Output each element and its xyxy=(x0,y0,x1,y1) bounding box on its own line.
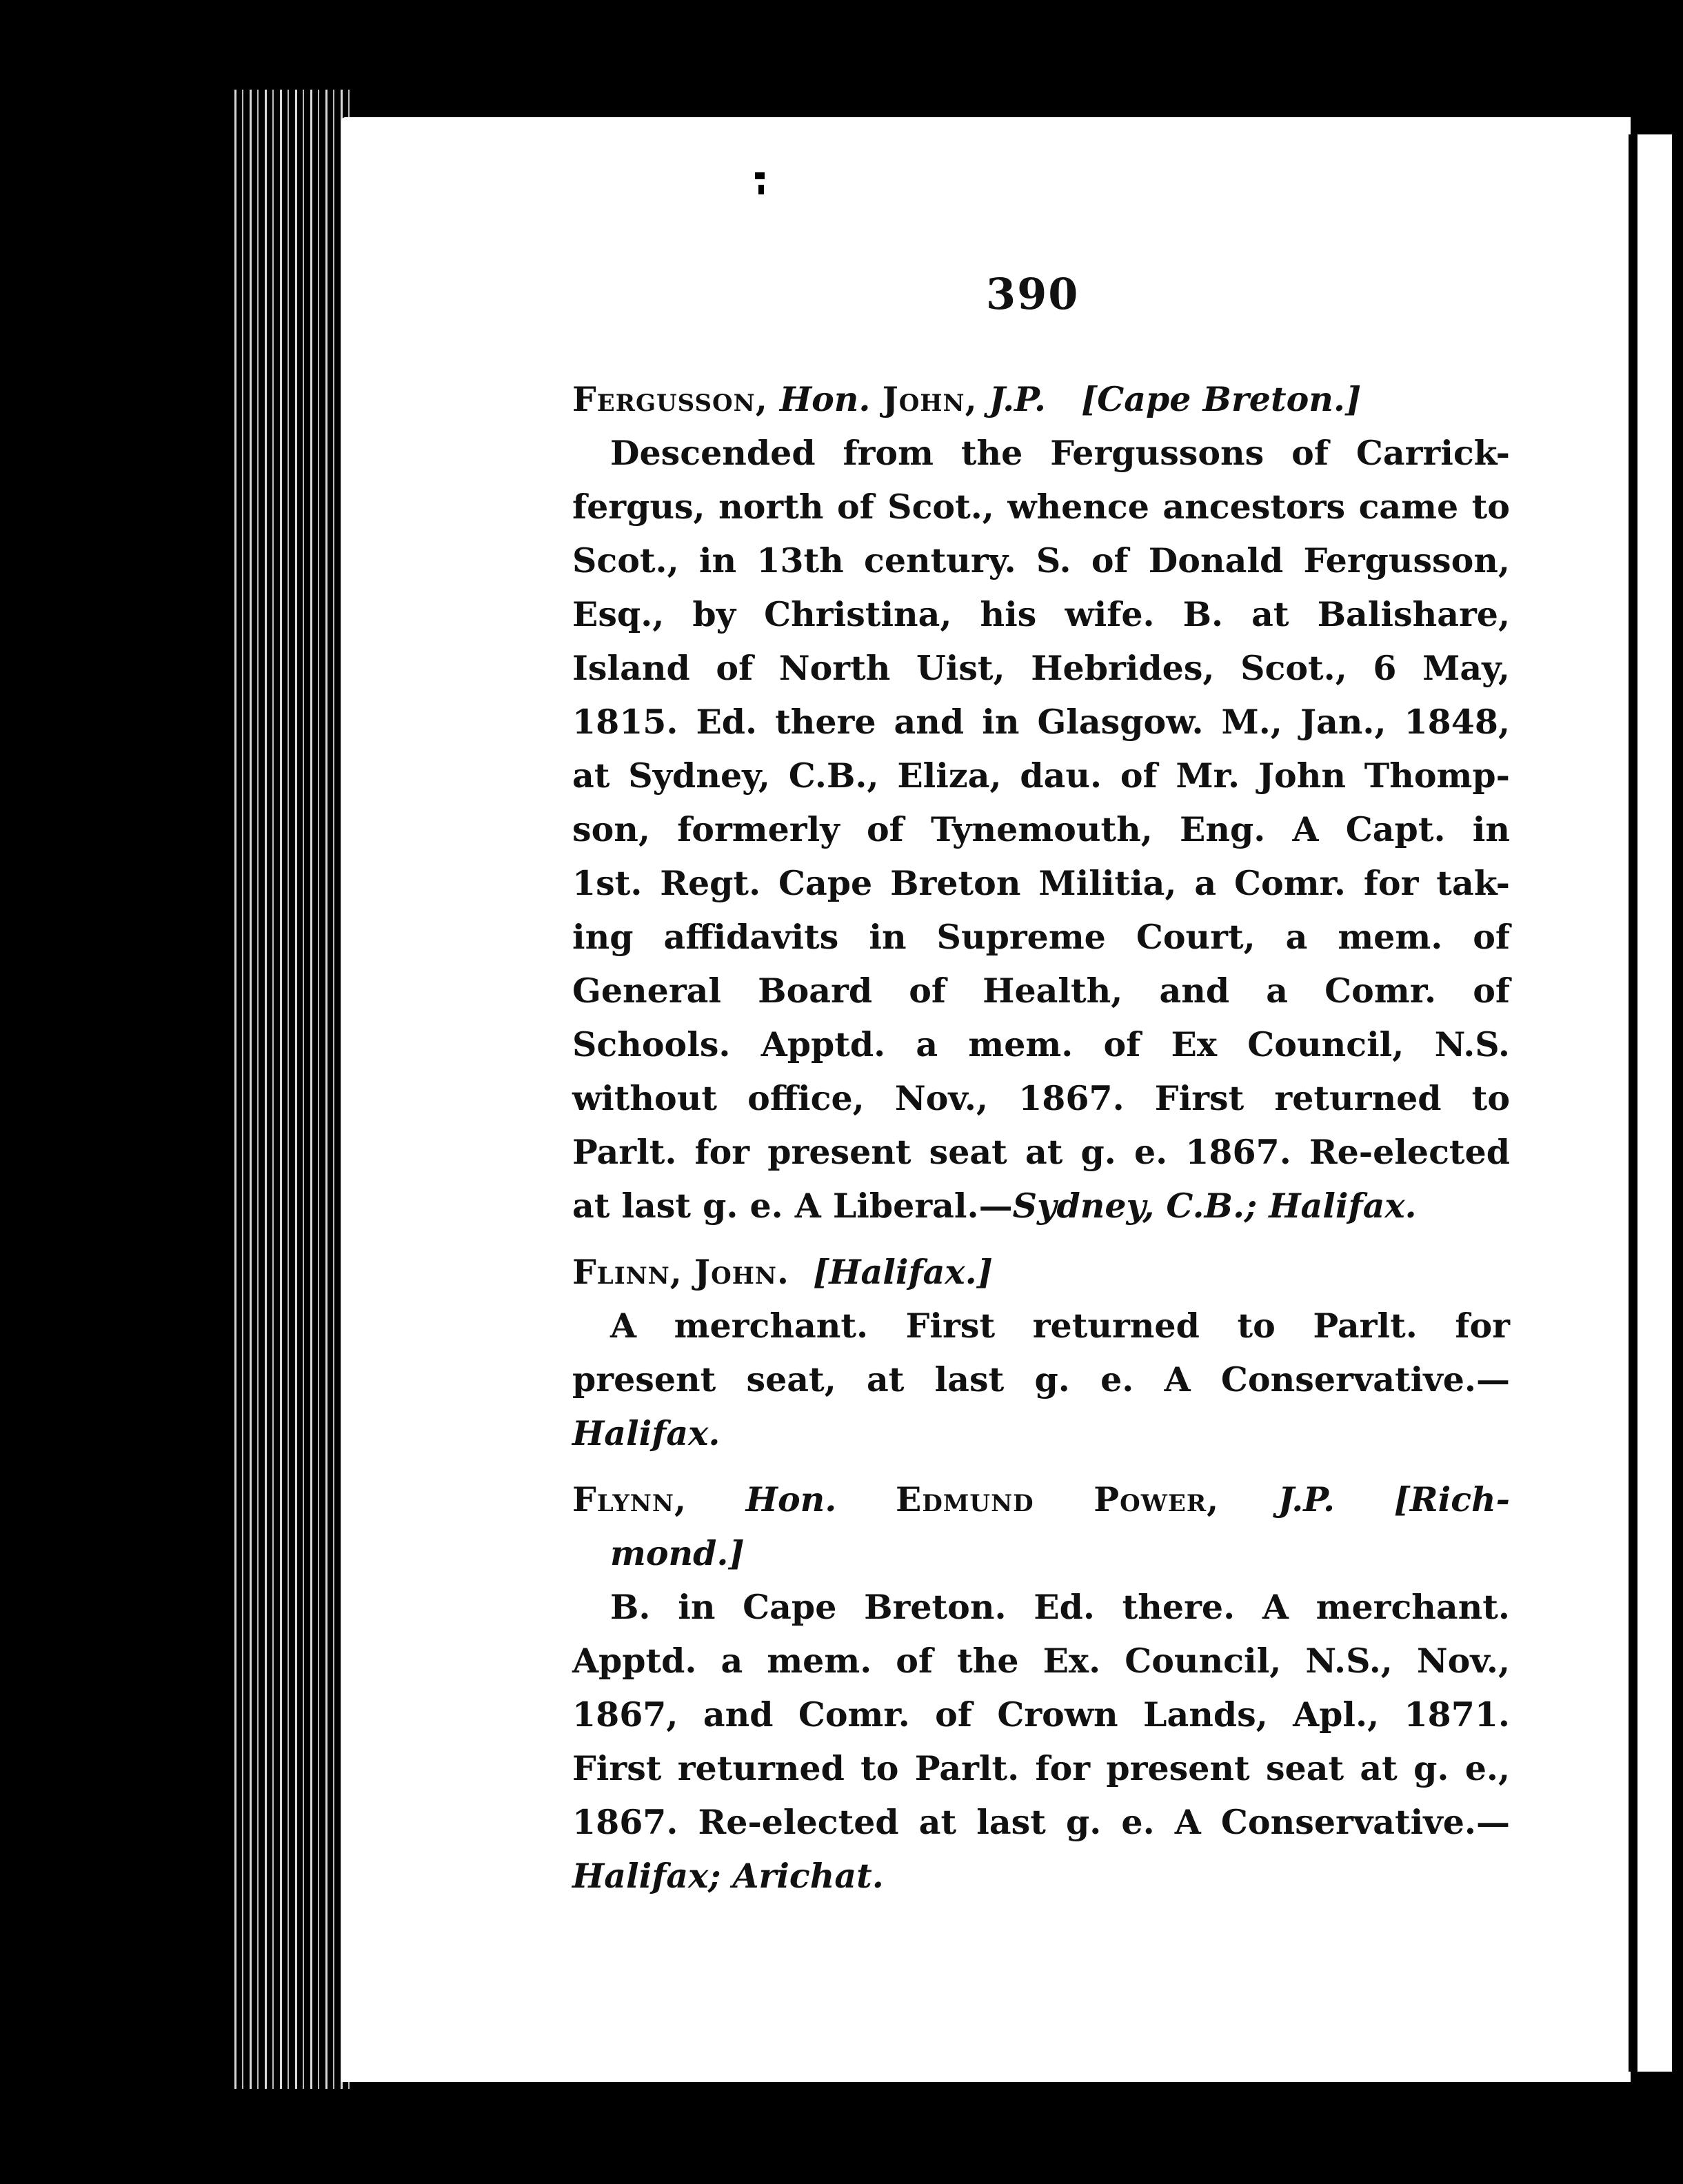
entry-closing-line xyxy=(572,1179,1510,1233)
entry-title: Hon. xyxy=(779,379,871,419)
entry-line: Apptd. a mem. of the Ex. Council, N.S., Nov., xyxy=(572,1641,1510,1681)
entry-line: A merchant. First returned to Parlt. for xyxy=(610,1306,1510,1346)
gutter-shadow xyxy=(1629,134,1637,2072)
entry-line: 1st. Regt. Cape Breton Militia, a Comr. for tak- xyxy=(572,863,1510,903)
entry-line: Descended from the Fergussons of Carrick- xyxy=(610,433,1510,473)
entry-line: Schools. Apptd. a mem. of Ex Council, N.S. xyxy=(572,1024,1510,1064)
entry-constituency: [Halifax.] xyxy=(813,1252,993,1292)
speck xyxy=(758,185,764,194)
entry-constituency-continuation: mond.] xyxy=(610,1533,745,1573)
entry-given-name: Edmund Power, xyxy=(895,1479,1220,1519)
entry-residence: Sydney, C.B.; Halifax. xyxy=(1012,1186,1417,1226)
entry-closing-line xyxy=(572,1849,1510,1903)
entry-surname: Flinn, xyxy=(572,1252,683,1292)
entry-line: 1867, and Comr. of Crown Lands, Apl., 1871. xyxy=(572,1695,1510,1735)
entry-line: First returned to Parlt. for present seat at g. e., xyxy=(572,1748,1510,1788)
next-page-edge xyxy=(1637,134,1672,2072)
page-stack-edge xyxy=(234,90,352,2089)
entry-heading xyxy=(572,1245,1510,1299)
text-column xyxy=(572,372,1510,1903)
entry-line: without office, Nov., 1867. First returned to xyxy=(572,1078,1510,1118)
entry-closing-text: at last g. e. A Liberal.— xyxy=(572,1186,1013,1226)
entry-line: Esq., by Christina, his wife. B. at Balishare, xyxy=(572,594,1510,634)
entry-heading xyxy=(572,372,1510,426)
entry-line: Island of North Uist, Hebrides, Scot., 6 May, xyxy=(572,648,1510,688)
entry-line: General Board of Health, and a Comr. of xyxy=(572,971,1510,1011)
entry-line: Scot., in 13th century. S. of Donald Fergusson, xyxy=(572,540,1510,580)
entry-closing-line xyxy=(572,1406,1510,1460)
entry-surname: Fergusson, xyxy=(572,379,768,419)
speck xyxy=(755,172,765,179)
entry-line: ing affidavits in Supreme Court, a mem. of xyxy=(572,917,1510,957)
entry-line: at Sydney, C.B., Eliza, dau. of Mr. John Thomp- xyxy=(572,756,1510,796)
entry-residence: Halifax. xyxy=(572,1413,720,1453)
entry-constituency: [Rich- xyxy=(1393,1479,1511,1519)
entry-line: present seat, at last g. e. A Conservative.— xyxy=(572,1359,1510,1399)
entry-line: 1815. Ed. there and in Glasgow. M., Jan., 1848, xyxy=(572,702,1510,742)
entry-suffix: J.P. xyxy=(1278,1479,1336,1519)
entry-heading-continuation xyxy=(572,1526,1510,1580)
entry-residence: Halifax; Arichat. xyxy=(572,1856,884,1896)
page-number: 390 xyxy=(986,269,1080,319)
entry-title: Hon. xyxy=(745,1479,837,1519)
entry-surname: Flynn, xyxy=(572,1479,687,1519)
entry-flynn xyxy=(572,1473,1510,1903)
entry-line: son, formerly of Tynemouth, Eng. A Capt. in xyxy=(572,809,1510,849)
entry-heading xyxy=(572,1473,1510,1526)
entry-suffix: J.P. xyxy=(989,379,1046,419)
entry-line: B. in Cape Breton. Ed. there. A merchant. xyxy=(610,1587,1510,1627)
entry-given-name: John. xyxy=(694,1252,789,1292)
entry-line: fergus, north of Scot., whence ancestors came to xyxy=(572,487,1510,527)
entry-constituency: [Cape Breton.] xyxy=(1081,379,1362,419)
entry-fergusson xyxy=(572,372,1510,1233)
entry-line: Parlt. for present seat at g. e. 1867. Re-elected xyxy=(572,1132,1510,1172)
entry-given-name: John, xyxy=(882,379,978,419)
entry-line: 1867. Re-elected at last g. e. A Conservative.— xyxy=(572,1802,1510,1842)
entry-flinn xyxy=(572,1245,1510,1460)
